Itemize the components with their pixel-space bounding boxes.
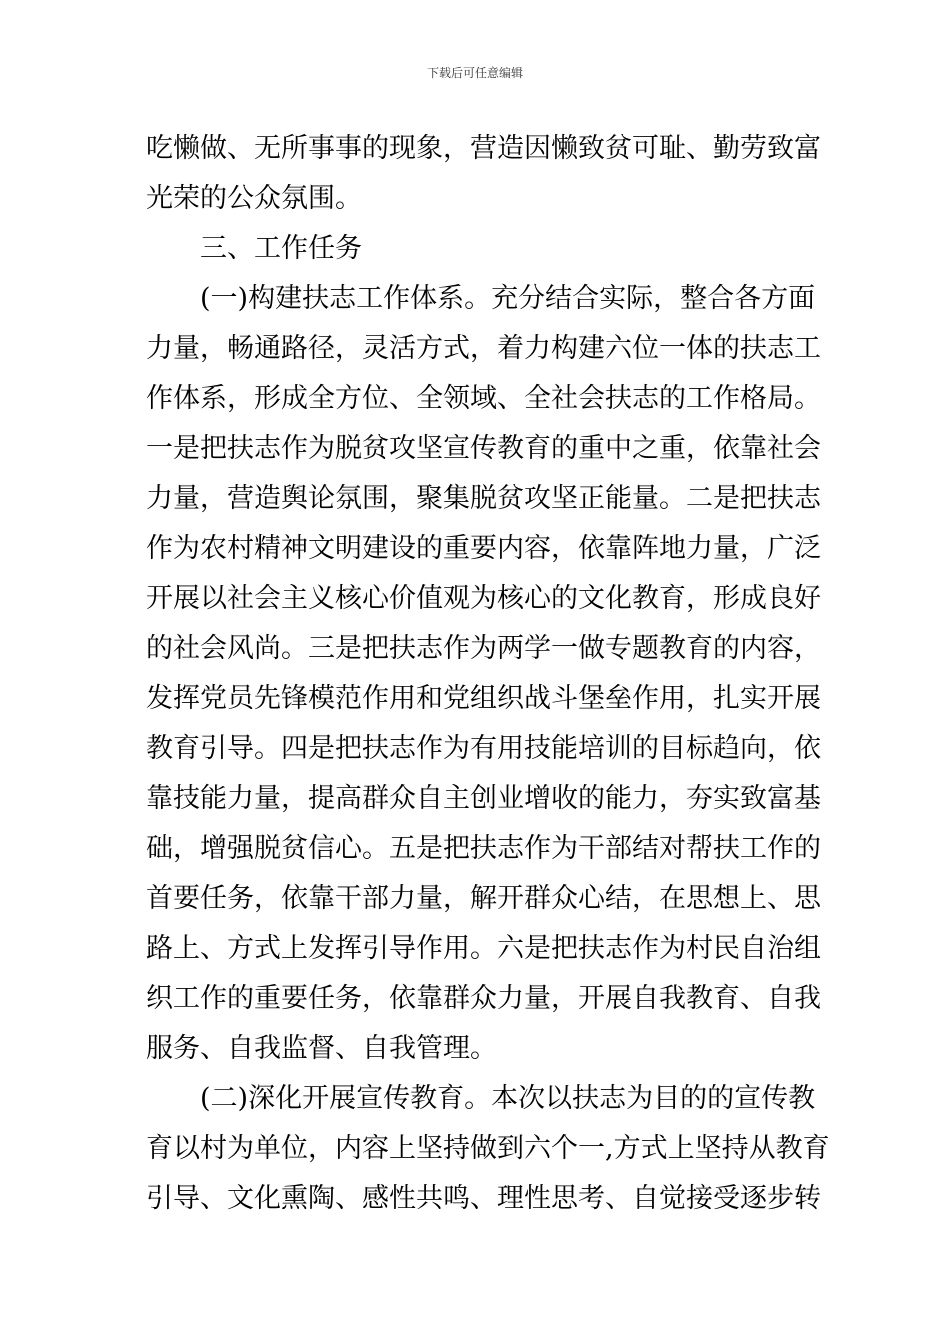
text-line: 力量，营造舆论氛围，聚集脱贫攻坚正能量。二是把扶志 <box>146 483 821 514</box>
text-line: 础，增强脱贫信心。五是把扶志作为干部结对帮扶工作的 <box>146 833 821 864</box>
text-line: 织工作的重要任务，依靠群众力量，开展自我教育、自我 <box>146 983 821 1014</box>
text-line: 首要任务，依靠干部力量，解开群众心结，在思想上、思 <box>146 883 821 914</box>
text-line: 吃懒做、无所事事的现象，营造因懒致贫可耻、勤劳致富 <box>146 133 821 164</box>
text-line: 开展以社会主义核心价值观为核心的文化教育，形成良好 <box>146 583 821 614</box>
subsection-line: (二)深化开展宣传教育。本次以扶志为目的的宣传教 <box>200 1083 816 1114</box>
text-line: 靠技能力量，提高群众自主创业增收的能力，夯实致富基 <box>146 783 821 814</box>
text-line: 引导、文化熏陶、感性共鸣、理性思考、自觉接受逐步转 <box>146 1183 821 1214</box>
subsection-line: (一)构建扶志工作体系。充分结合实际，整合各方面 <box>200 283 816 314</box>
text-line: 作为农村精神文明建设的重要内容，依靠阵地力量，广泛 <box>146 533 821 564</box>
text-line: 一是把扶志作为脱贫攻坚宣传教育的重中之重，依靠社会 <box>146 433 821 464</box>
text-line: 教育引导。四是把扶志作为有用技能培训的目标趋向，依 <box>146 733 821 764</box>
text-line: 力量，畅通路径，灵活方式，着力构建六位一体的扶志工 <box>146 333 821 364</box>
section-heading: 三、工作任务 <box>200 233 362 264</box>
document-body <box>146 124 830 1224</box>
page-header: 下载后可任意编辑 <box>426 66 523 80</box>
text-line: 路上、方式上发挥引导作用。六是把扶志作为村民自治组 <box>146 933 821 964</box>
text-line: 光荣的公众氛围。 <box>146 183 362 214</box>
text-line: 发挥党员先锋模范作用和党组织战斗堡垒作用，扎实开展 <box>146 683 821 714</box>
text-line: 作体系，形成全方位、全领域、全社会扶志的工作格局。 <box>146 383 821 414</box>
text-line: 的社会风尚。三是把扶志作为两学一做专题教育的内容， <box>146 633 821 664</box>
text-line: 服务、自我监督、自我管理。 <box>146 1033 497 1064</box>
text-line: 育以村为单位，内容上坚持做到六个一,方式上坚持从教育 <box>146 1133 830 1164</box>
